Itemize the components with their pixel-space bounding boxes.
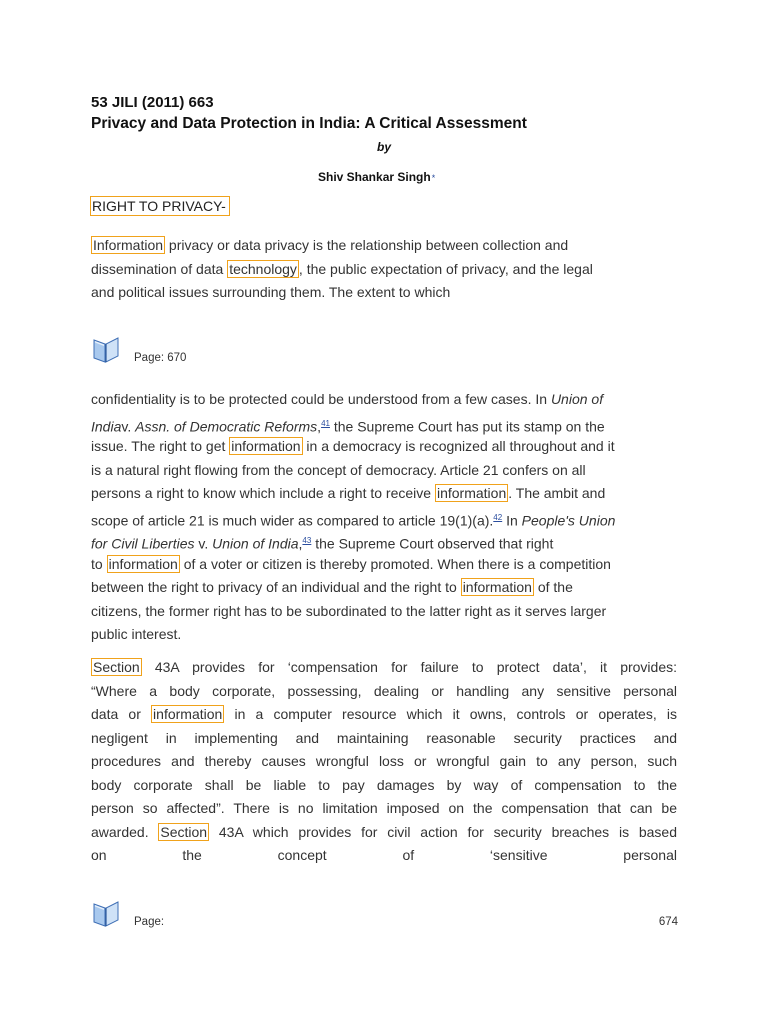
search-highlight: Section [160,823,208,840]
text-run: In [502,512,522,529]
page-number: 674 [658,916,678,928]
text-line [91,750,677,774]
book-icon [90,332,122,364]
page-label: Page: [134,916,165,928]
text-run: privacy or data privacy is the relationship between collection and [165,237,569,253]
text-run: person so affected”. There is no limitation imposed on the compensation that can be [91,800,677,816]
text-line [91,482,677,506]
text-run: of a voter or citizen is thereby promoted. When there is a competition [179,555,611,572]
page-label: Page: 670 [134,352,187,364]
text-line [91,258,677,282]
text-line [91,844,677,868]
text-run: awarded. [91,823,159,840]
text-line [91,412,677,436]
text-run: dissemination of data [91,260,228,277]
text-line [91,506,677,530]
text-run: negligent in implementing and maintaining reasonable security practices and [91,729,677,746]
text-run: of the [533,579,573,595]
text-run: the Supreme Court has put its stamp on the [329,418,605,435]
text-run: , [298,535,303,552]
search-highlight: information [231,438,301,454]
article-title: Privacy and Data Protection in India: A Critical Assessment [91,115,527,132]
text-run: to [91,555,107,572]
text-line [91,281,677,305]
text-run: 43A provides for ‘compensation for failure to protect data’, it provides: [141,659,677,675]
section-heading [90,198,230,214]
text-run: v. [194,535,213,552]
case-name: People's Union [521,512,616,529]
text-line [91,600,677,624]
text-run: on the concept of ‘sensitive personal [91,847,677,863]
page-marker-670 [90,332,187,369]
byline-label: by [377,140,392,154]
text-run: 43A which provides for civil action for security breaches is based [209,823,678,840]
text-run: persons a right to know which include a right to receive [91,485,435,501]
case-name: for Civil Liberties [91,535,195,552]
text-run: procedures and thereby causes wrongful loss or wrongful gain to any person, such [91,753,677,769]
text-line [91,680,677,704]
text-line [91,234,677,258]
footnote-link[interactable]: 43 [302,536,312,545]
text-line [91,576,677,600]
text-line [91,435,677,459]
search-highlight: RIGHT TO PRIVACY- [90,196,230,216]
journal-citation: 53 JILI (2011) 663 [91,94,214,111]
text-line [91,703,677,727]
author-name-text: Shiv Shankar Singh [318,170,431,184]
text-line [91,821,677,845]
page-marker-674 [90,896,678,936]
text-line [91,459,677,483]
search-highlight: information [436,485,507,501]
text-line [91,774,677,798]
paragraph-2 [91,388,677,647]
text-line [91,388,677,412]
author-name [318,170,435,184]
case-name: India [91,418,122,435]
text-line [91,553,677,577]
text-run: citizens, the former right has to be subordinated to the latter right as it serves larger [91,602,607,619]
footnote-link[interactable]: 41 [321,418,330,428]
case-name: Union of India [212,535,299,552]
text-run: v. [121,418,136,435]
text-run: body corporate shall be liable to pay damages by way of compensation to the [91,776,677,793]
text-run: . The ambit and [508,485,606,501]
text-run: “Where a body corporate, possessing, dealing or handling any sensitive personal [91,682,677,699]
text-line [91,623,677,647]
text-line [91,727,677,751]
text-line [91,529,677,553]
text-run: in a computer resource which it owns, controls or operates, is [224,706,677,722]
footnote-link[interactable]: 42 [493,512,503,522]
text-run: the Supreme Court observed that right [311,535,554,552]
text-run: between the right to privacy of an individual and the right to [91,579,461,595]
text-run: confidentiality is to be protected could be understood from a few cases. In [91,391,551,407]
text-run: public interest. [91,626,182,642]
paragraph-3 [91,656,677,868]
case-name: Union of [550,391,604,407]
text-run: scope of article 21 is much wider as compared to article 19(1)(a). [91,512,494,529]
author-footnote-link[interactable]: * [431,173,436,183]
text-run: in a democracy is recognized all throughout and it [302,438,615,454]
text-run: is a natural right flowing from the concept of democracy. Article 21 confers on all [91,461,586,478]
text-run: and political issues surrounding them. The extent to which [91,284,451,300]
search-highlight: Section [93,659,140,675]
search-highlight: technology [229,260,297,277]
paragraph-1 [91,234,677,305]
case-name: Assn. of Democratic Reforms [135,418,318,435]
text-run: issue. The right to get [91,438,230,454]
search-highlight: Information [93,237,164,253]
text-line [91,797,677,821]
search-highlight: information [108,555,178,572]
text-line [91,656,677,680]
text-run: data or [91,706,152,722]
book-icon [90,896,122,928]
text-run: , [317,418,322,435]
search-highlight: information [462,579,532,595]
text-run: , the public expectation of privacy, and the legal [298,260,593,277]
search-highlight: information [153,706,223,722]
